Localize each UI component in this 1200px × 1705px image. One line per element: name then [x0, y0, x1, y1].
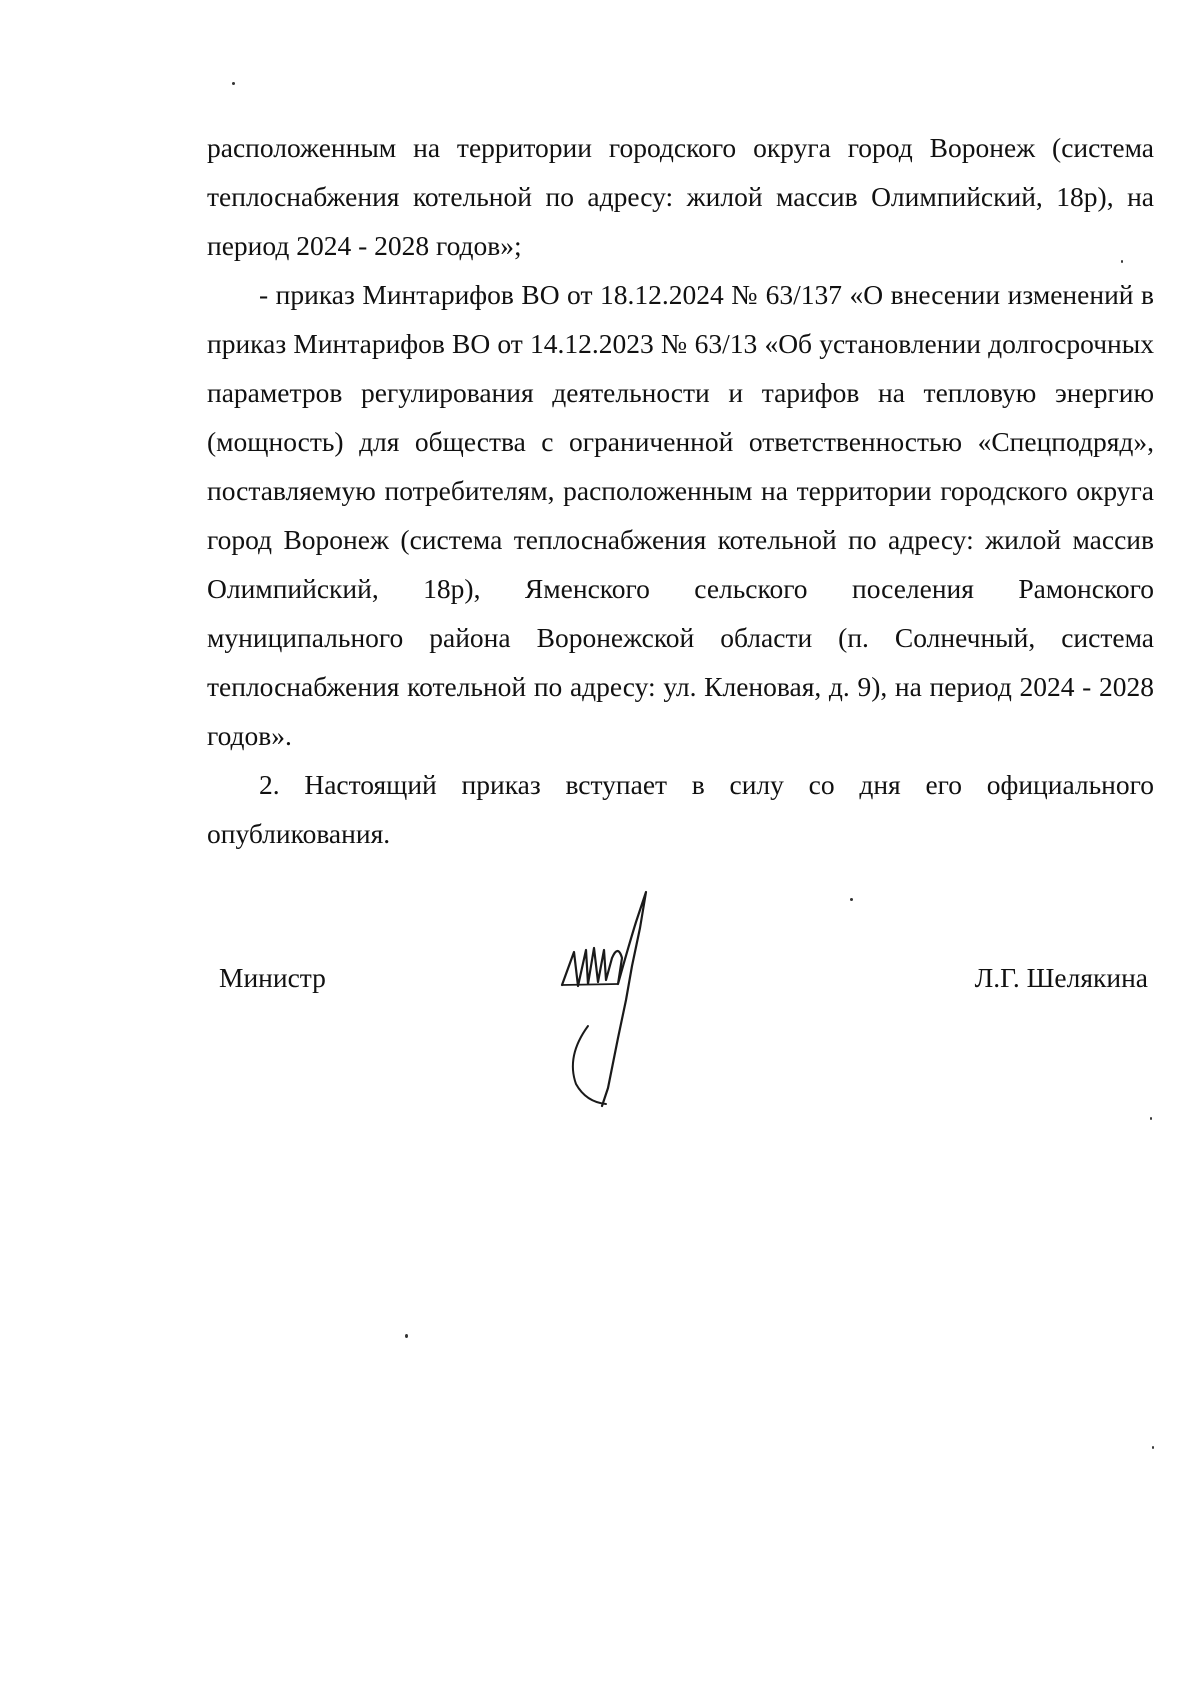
scan-speck	[1152, 1446, 1154, 1449]
signatory-name: Л.Г. Шелякина	[974, 962, 1148, 993]
scan-speck	[850, 898, 853, 901]
paragraph-effective-date: 2. Настоящий приказ вступает в силу со дня его официального опубликования.	[207, 769, 1154, 849]
scan-speck	[405, 1334, 408, 1338]
scan-speck	[1150, 1117, 1152, 1120]
scan-speck	[232, 82, 235, 85]
paragraph-order-amendment: - приказ Минтарифов ВО от 18.12.2024 № 63/137 «О внесении изменений в приказ Минтарифов ВО от 14.12.2023 № 63/13 «Об установлении долгосрочных параметров регулирования деятельности и тарифов на тепловую энергию (мощность) для общества с ограниченной ответственностью «Спецподряд», поставляемую потребителям, расположенным на территории городского округа город Воронеж (система теплоснабжения котельной по адресу: жилой массив Олимпийский, 18р), Яменского сельского поселения Рамонского муниципального района Воронежской области (п. Солнечный, система теплоснабжения котельной по адресу: ул. Кленовая, д. 9), на период 2024 - 2028 годов».	[207, 279, 1154, 751]
document-body	[207, 123, 1154, 858]
paragraph-continuation: расположенным на территории городского округа город Воронеж (система теплоснабжения котельной по адресу: жилой массив Олимпийский, 18р), на период 2024 - 2028 годов»;	[207, 132, 1154, 261]
scan-speck	[1121, 260, 1123, 263]
signatory-title: Министр	[219, 962, 326, 993]
handwritten-signature	[548, 888, 678, 1108]
